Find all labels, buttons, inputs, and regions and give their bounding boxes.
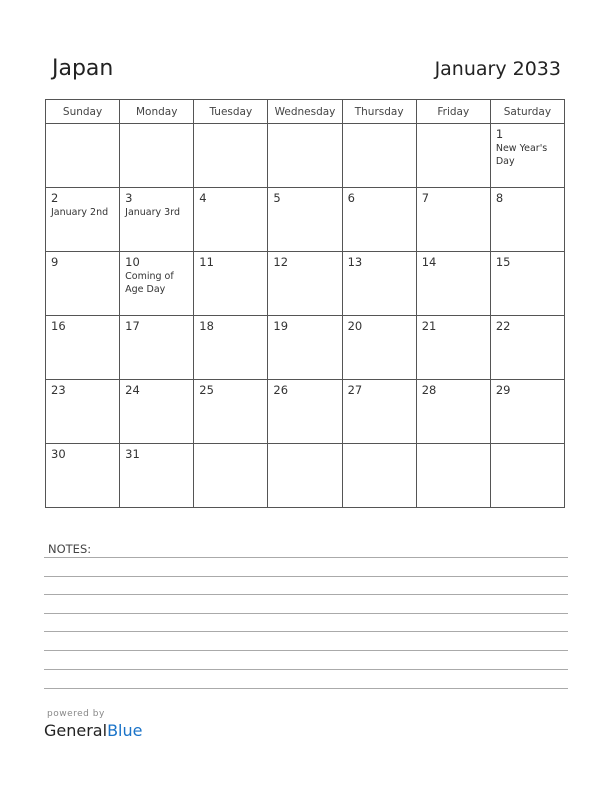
day-number: 24 xyxy=(125,383,140,397)
day-cell xyxy=(46,380,120,444)
note-line xyxy=(44,631,568,632)
day-cell xyxy=(490,188,564,252)
day-number: 25 xyxy=(199,383,214,397)
holiday-label: Coming of Age Day xyxy=(125,271,174,295)
day-number: 8 xyxy=(495,191,504,205)
weekday-monday: Monday xyxy=(120,100,194,124)
day-number: 7 xyxy=(421,191,430,205)
day-number: 20 xyxy=(347,319,363,333)
week-row xyxy=(46,316,565,380)
day-cell xyxy=(490,444,564,508)
day-cell xyxy=(194,252,268,316)
day-number: 23 xyxy=(51,383,66,397)
day-number: 1 xyxy=(495,127,504,141)
day-number: 3 xyxy=(125,191,133,205)
day-number: 9 xyxy=(51,255,59,269)
day-number: 19 xyxy=(273,319,289,333)
day-cell xyxy=(120,316,194,380)
day-cell xyxy=(120,188,194,252)
day-cell xyxy=(120,252,194,316)
day-number: 16 xyxy=(51,319,66,333)
day-cell xyxy=(46,252,120,316)
weekday-friday: Friday xyxy=(416,100,490,124)
day-cell xyxy=(268,444,342,508)
weekday-header-row xyxy=(46,100,565,124)
powered-by-text: powered by xyxy=(47,709,105,719)
note-line xyxy=(44,576,568,577)
weekday-tuesday: Tuesday xyxy=(194,100,268,124)
day-number: 15 xyxy=(495,255,511,269)
day-cell xyxy=(268,188,342,252)
day-number: 6 xyxy=(347,191,355,205)
day-cell xyxy=(416,188,490,252)
day-cell xyxy=(194,444,268,508)
day-cell xyxy=(416,124,490,188)
day-cell xyxy=(268,252,342,316)
day-number: 14 xyxy=(421,255,437,269)
day-cell xyxy=(46,316,120,380)
day-number: 29 xyxy=(495,383,511,397)
day-number: 27 xyxy=(347,383,363,397)
day-number: 30 xyxy=(51,447,66,461)
day-cell xyxy=(416,380,490,444)
day-cell xyxy=(46,124,120,188)
week-row xyxy=(46,124,565,188)
day-cell xyxy=(46,188,120,252)
day-number: 17 xyxy=(125,319,140,333)
day-cell xyxy=(194,380,268,444)
note-line xyxy=(44,650,568,651)
day-cell xyxy=(120,444,194,508)
holiday-label: January 3rd xyxy=(125,207,180,218)
day-cell xyxy=(120,124,194,188)
calendar-grid xyxy=(45,99,565,508)
brand-general: General xyxy=(44,721,108,740)
day-number: 21 xyxy=(421,319,437,333)
weekday-sunday: Sunday xyxy=(46,100,120,124)
weekday-wednesday: Wednesday xyxy=(268,100,342,124)
day-cell xyxy=(342,444,416,508)
day-number: 11 xyxy=(199,255,214,269)
week-row xyxy=(46,380,565,444)
day-cell xyxy=(194,188,268,252)
day-cell xyxy=(268,380,342,444)
week-row xyxy=(46,188,565,252)
brand-blue: Blue xyxy=(107,721,143,740)
day-cell xyxy=(342,124,416,188)
day-cell xyxy=(342,316,416,380)
day-number: 5 xyxy=(273,191,281,205)
day-cell xyxy=(46,444,120,508)
day-cell xyxy=(490,316,564,380)
day-number: 22 xyxy=(495,319,511,333)
notes-label: NOTES: xyxy=(48,542,92,556)
note-line xyxy=(44,688,568,689)
day-cell xyxy=(490,252,564,316)
day-cell xyxy=(268,316,342,380)
weekday-thursday: Thursday xyxy=(342,100,416,124)
day-cell xyxy=(342,188,416,252)
day-cell xyxy=(120,380,194,444)
holiday-label: New Year's Day xyxy=(495,143,548,167)
day-number: 26 xyxy=(273,383,289,397)
day-cell xyxy=(342,252,416,316)
day-cell xyxy=(342,380,416,444)
day-number: 13 xyxy=(347,255,363,269)
week-row xyxy=(46,252,565,316)
day-number: 18 xyxy=(199,319,214,333)
note-line xyxy=(44,669,568,670)
day-number: 4 xyxy=(199,191,207,205)
day-cell xyxy=(416,316,490,380)
weekday-saturday: Saturday xyxy=(490,100,564,124)
day-number: 10 xyxy=(125,255,140,269)
day-cell xyxy=(416,252,490,316)
holiday-label: January 2nd xyxy=(51,207,109,218)
month-title: January 2033 xyxy=(434,58,561,80)
day-number: 28 xyxy=(421,383,437,397)
day-number: 2 xyxy=(51,191,59,205)
note-line xyxy=(44,594,568,595)
day-cell xyxy=(490,380,564,444)
day-cell xyxy=(416,444,490,508)
day-cell xyxy=(194,316,268,380)
day-cell xyxy=(194,124,268,188)
brand-logo xyxy=(44,721,142,740)
day-number: 31 xyxy=(125,447,140,461)
country-title: Japan xyxy=(52,56,114,81)
note-line xyxy=(44,557,568,558)
day-cell xyxy=(490,124,564,188)
day-cell xyxy=(268,124,342,188)
day-number: 12 xyxy=(273,255,289,269)
note-line xyxy=(44,613,568,614)
week-row xyxy=(46,444,565,508)
